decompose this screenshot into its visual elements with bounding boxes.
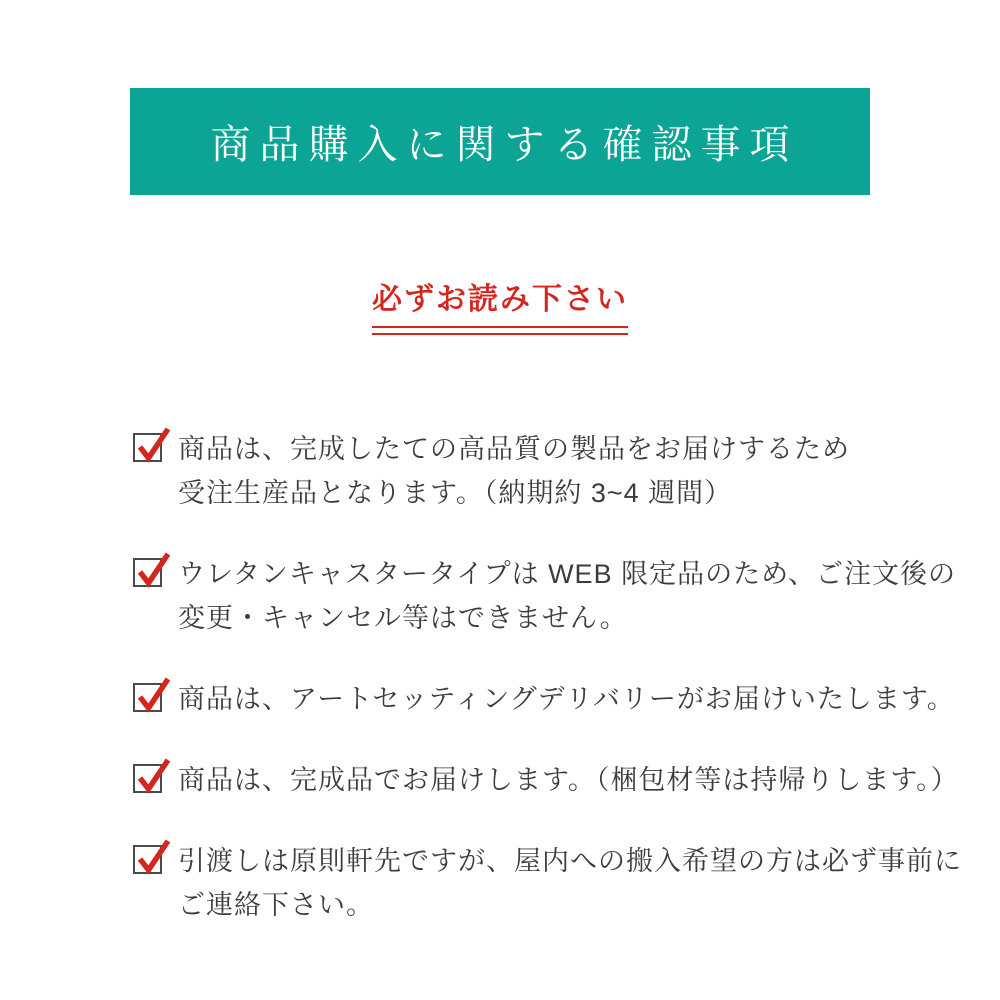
- checklist-item-text: [178, 758, 959, 802]
- checked-checkbox-icon: [133, 845, 162, 874]
- red-checkmark-icon: [135, 674, 171, 712]
- checklist-item-line: 商品は、アートセッティングデリバリーがお届けいたします。: [178, 684, 955, 714]
- checklist-item-text: [178, 677, 955, 721]
- checklist-item-line: 引渡しは原則軒先ですが、屋内への搬入希望の方は必ず事前に: [178, 846, 962, 876]
- checklist-item-text: [178, 839, 962, 927]
- checklist-item: [133, 677, 955, 721]
- notice-heading: 必ずお読み下さい: [372, 283, 628, 316]
- checklist-item-line: 変更・キャンセル等はできません。: [178, 603, 628, 633]
- notice-section: [0, 274, 1000, 335]
- checklist-item-line: ご連絡下さい。: [178, 890, 374, 920]
- checklist-item-line: ウレタンキャスタータイプは WEB 限定品のため、ご注文後の: [178, 559, 956, 589]
- checked-checkbox-icon: [133, 764, 162, 793]
- page-title: 商品購入に関する確認事項: [210, 123, 799, 167]
- checklist-item-text: [178, 427, 850, 515]
- checklist-item-text: [178, 552, 956, 640]
- checklist-item: [133, 839, 962, 927]
- notice-underline: [372, 326, 628, 328]
- checklist: [133, 427, 962, 927]
- notice-underline: [372, 333, 628, 335]
- checked-checkbox-icon: [133, 433, 162, 462]
- red-checkmark-icon: [135, 549, 171, 587]
- checklist-item: [133, 552, 956, 640]
- red-checkmark-icon: [135, 755, 171, 793]
- checklist-item-line: 商品は、完成品でお届けします。（梱包材等は持帰りします。）: [178, 765, 959, 795]
- checklist-item: [133, 427, 900, 515]
- checklist-item-line: 受注生産品となります。（納期約 3~4 週間）: [178, 478, 733, 508]
- notice-block: [372, 274, 628, 335]
- checklist-item-line: 商品は、完成したての高品質の製品をお届けするため: [178, 434, 850, 464]
- checked-checkbox-icon: [133, 558, 162, 587]
- checked-checkbox-icon: [133, 683, 162, 712]
- checklist-item: [133, 758, 959, 802]
- header-banner: [130, 88, 870, 195]
- red-checkmark-icon: [135, 836, 171, 874]
- red-checkmark-icon: [135, 424, 171, 462]
